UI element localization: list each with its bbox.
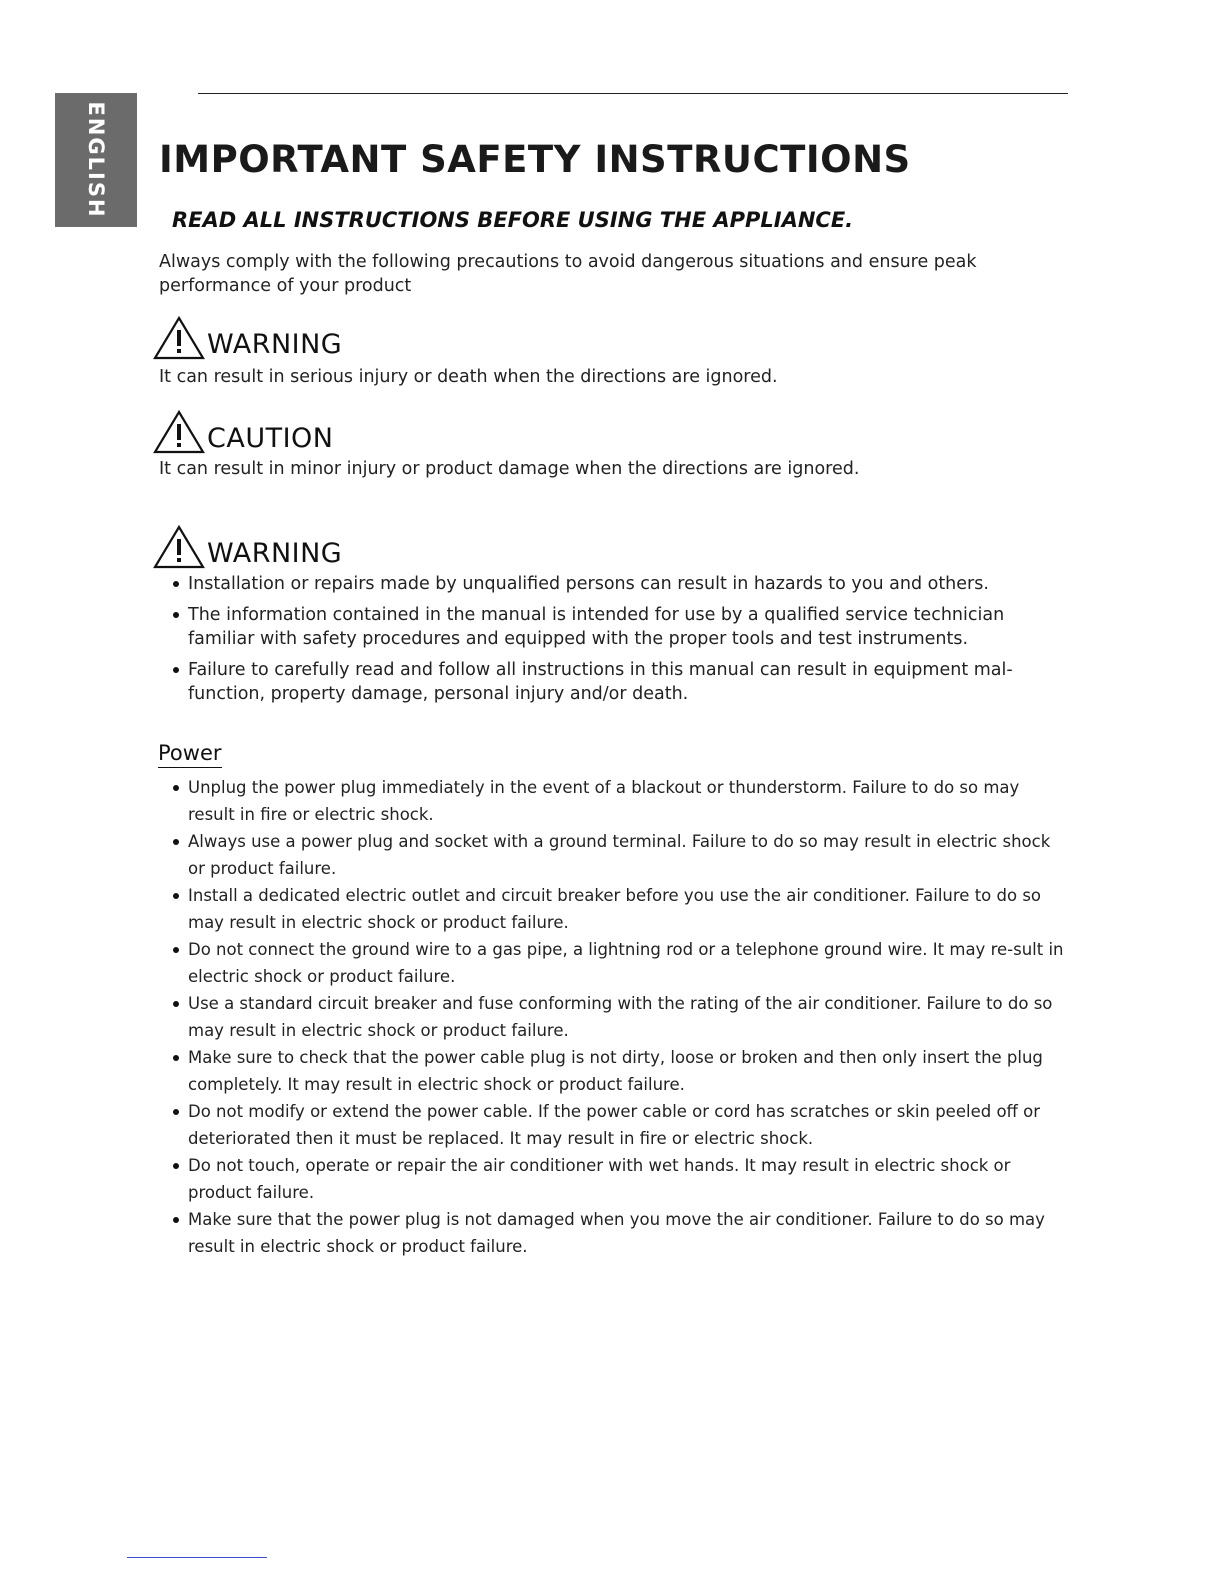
warning-label: WARNING <box>207 538 343 569</box>
warning-triangle-icon <box>153 525 205 569</box>
list-item: Make sure to check that the power cable plug is not dirty, loose or broken and then only insert the plug completely. It may result in electric shock or product failure. <box>170 1044 1070 1098</box>
list-item: Unplug the power plug immediately in the event of a blackout or thunderstorm. Failure to do so may result in fire or electric shock. <box>170 774 1070 828</box>
list-item: Use a standard circuit breaker and fuse conforming with the rating of the air conditioner. Failure to do so may result in electric shock or product failure. <box>170 990 1070 1044</box>
language-tab <box>55 93 137 227</box>
list-item: Do not modify or extend the power cable. If the power cable or cord has scratches or skin peeled off or deteriorated then it must be replaced. It may result in fire or electric shock. <box>170 1098 1070 1152</box>
list-item: Installation or repairs made by unqualified persons can result in hazards to you and others. <box>170 572 1070 596</box>
page-title: IMPORTANT SAFETY INSTRUCTIONS <box>159 138 911 181</box>
header-rule <box>198 93 1068 94</box>
list-item: The information contained in the manual is intended for use by a qualified service technician familiar with safety procedures and equipped with the proper tools and test instruments. <box>170 603 1070 651</box>
footer-rule <box>127 1557 267 1558</box>
list-item: Always use a power plug and socket with a ground terminal. Failure to do so may result in electric shock or product failure. <box>170 828 1070 882</box>
intro-paragraph: Always comply with the following precautions to avoid dangerous situations and ensure peak performance of your product <box>159 252 977 296</box>
list-item: Install a dedicated electric outlet and circuit breaker before you use the air conditioner. Failure to do so may result in electric shock or product failure. <box>170 882 1070 936</box>
language-tab-label: ENGLISH <box>84 101 108 219</box>
caution-signal <box>153 410 334 454</box>
caution-description: It can result in minor injury or product damage when the directions are ignored. <box>159 459 860 479</box>
warning-signal-2 <box>153 525 342 569</box>
list-item: Do not touch, operate or repair the air conditioner with wet hands. It may result in electric shock or product failure. <box>170 1152 1070 1206</box>
list-item: Make sure that the power plug is not damaged when you move the air conditioner. Failure to do so may result in electric shock or product failure. <box>170 1206 1070 1260</box>
list-item: Do not connect the ground wire to a gas pipe, a lightning rod or a telephone ground wire. It may re-sult in electric shock or product failure. <box>170 936 1070 990</box>
caution-triangle-icon <box>153 410 205 454</box>
warning-label: WARNING <box>207 329 343 360</box>
section-heading-power: Power <box>158 740 222 768</box>
warning-signal-1 <box>153 316 342 360</box>
page-subtitle: READ ALL INSTRUCTIONS BEFORE USING THE APPLIANCE. <box>172 208 854 232</box>
power-list <box>170 774 1070 1260</box>
warning-list <box>170 572 1070 713</box>
warning-description: It can result in serious injury or death when the directions are ignored. <box>159 367 778 387</box>
warning-triangle-icon <box>153 316 205 360</box>
caution-label: CAUTION <box>207 423 334 454</box>
list-item: Failure to carefully read and follow all instructions in this manual can result in equipment mal-function, property damage, personal injury and/or death. <box>170 658 1070 706</box>
